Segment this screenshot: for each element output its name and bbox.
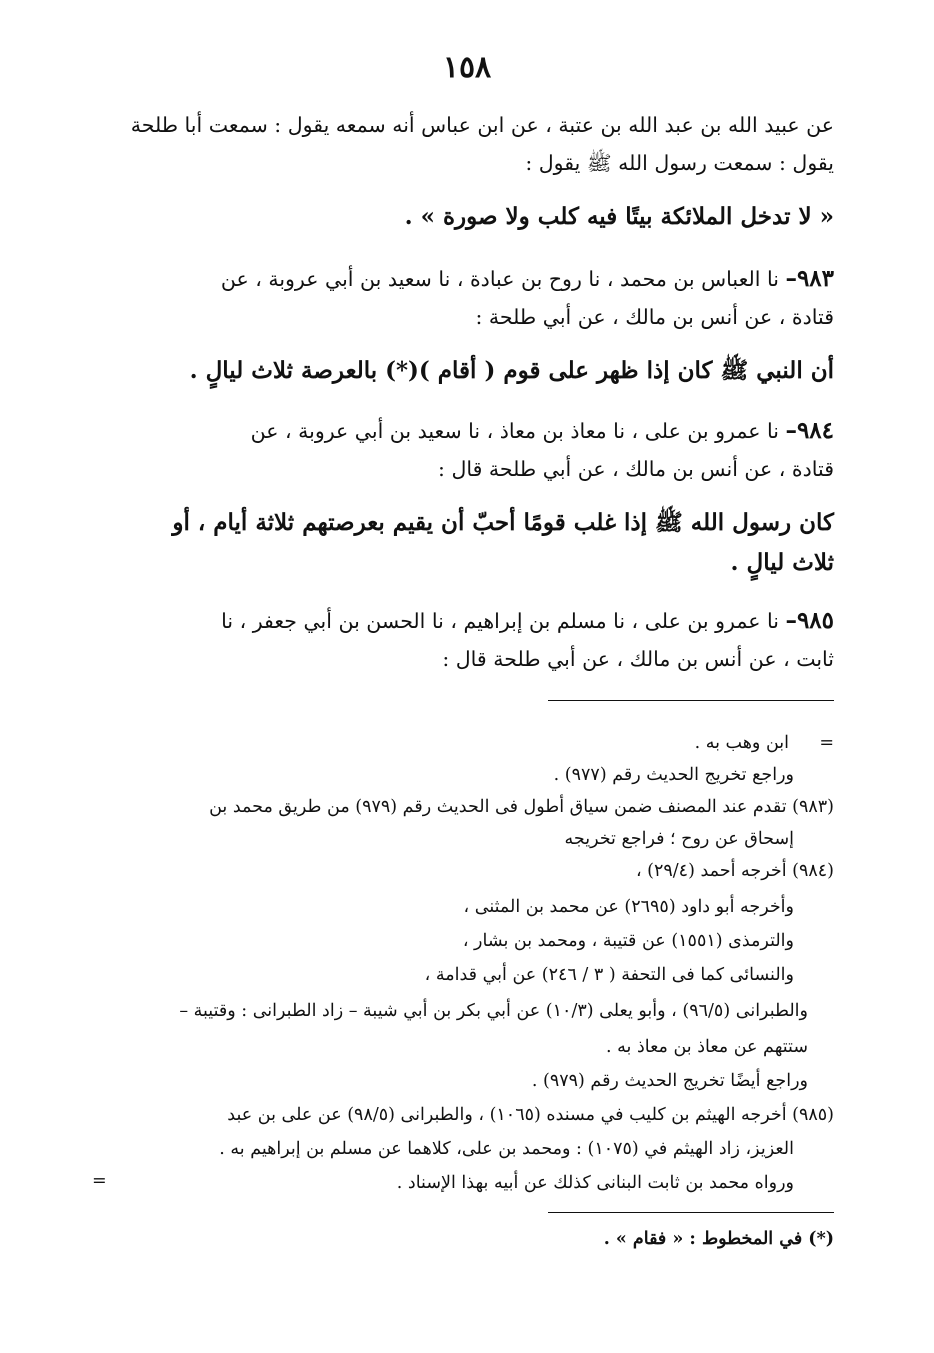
footnote-line: العزيز، زاد الهيثم في (١٠٧٥) : ومحمد بن على، كلاهما عن مسلم بن إبراهيم به . [219, 1139, 794, 1159]
hadith-text: « لا تدخل الملائكة بيتًا فيه كلب ولا صورة » . [404, 203, 834, 230]
footnote-line: (٩٨٣) تقدم عند المصنف ضمن سياق أطول فى الحديث رقم (٩٧٩) من طريق محمد بن [209, 797, 834, 817]
footnote-line: وأخرجه أبو داود (٢٦٩٥) عن محمد بن المثنى ، [463, 897, 794, 917]
isnad-line: عن عبيد الله بن عبد الله بن عتبة ، عن ابن عباس أنه سمعه يقول : سمعت أبا طلحة [130, 113, 834, 137]
manuscript-note-separator [548, 1212, 834, 1213]
hadith-983-chain: ٩٨٣– نا العباس بن محمد ، نا روح بن عبادة ، نا سعيد بن أبي عروبة ، عن [220, 265, 834, 292]
footnote-line: (٩٨٥) أخرجه الهيثم بن كليب في مسنده (١٠٦٥) ، والطبرانى (٩٨/٥) عن على بن عبد [227, 1105, 834, 1125]
hadith-text: أن النبي ﷺ كان إذا ظهر على قوم ( أقام )(*) بالعرصة ثلاث ليالٍ . [189, 357, 834, 384]
isnad-line: ثابت ، عن أنس بن مالك ، عن أبي طلحة قال : [442, 647, 834, 671]
hadith-984-chain: ٩٨٤– نا عمرو بن على ، نا معاذ بن معاذ ، نا سعيد بن أبي عروبة ، عن [250, 417, 834, 444]
footnote-line: ستتهم عن معاذ بن معاذ به . [606, 1037, 808, 1057]
footnote-line: إسحاق عن روح ؛ فراجع تخريجه [564, 829, 794, 849]
footnote-line: وراجع أيضًا تخريج الحديث رقم (٩٧٩) . [531, 1071, 808, 1091]
isnad-line: قتادة ، عن أنس بن مالك ، عن أبي طلحة : [475, 305, 834, 329]
hadith-985-chain: ٩٨٥– نا عمرو بن على ، نا مسلم بن إبراهيم ، نا الحسن بن أبي جعفر ، نا [221, 607, 834, 634]
page-number: ١٥٨ [442, 50, 492, 85]
isnad-line: يقول : سمعت رسول الله ﷺ يقول : [525, 151, 834, 175]
hadith-text: ثلاث ليالٍ . [730, 549, 834, 576]
footnote-line: (٩٨٤) أخرجه أحمد (٢٩/٤) ، [635, 861, 834, 881]
footnote-line: وراجع تخريج الحديث رقم (٩٧٧) . [553, 765, 794, 785]
isnad-line: نا عمرو بن على ، نا مسلم بن إبراهيم ، نا الحسن بن أبي جعفر ، نا [221, 609, 779, 633]
footnote-line: والطبرانى (٩٦/٥) ، وأبو يعلى (١٠/٣) عن أبي بكر بن أبي شيبة – زاد الطبرانى : وقتيبة – [179, 1001, 808, 1021]
hadith-number: ٩٨٤ [796, 417, 834, 444]
footnote-separator [548, 700, 834, 701]
footnote-line: والنسائى كما فى التحفة ( ٣ / ٢٤٦) عن أبي قدامة ، [424, 965, 794, 985]
footnote-line: ابن وهب به . [694, 733, 789, 753]
footnote-line: والترمذى (١٥٥١) عن قتيبة ، ومحمد بن بشار ، [462, 931, 794, 951]
footnote-end-marker: = [92, 1171, 107, 1191]
footnote-continuation-marker: = [819, 733, 834, 753]
isnad-line: قتادة ، عن أنس بن مالك ، عن أبي طلحة قال : [438, 457, 834, 481]
isnad-line: نا عمرو بن على ، نا معاذ بن معاذ ، نا سعيد بن أبي عروبة ، عن [250, 419, 779, 443]
footnote-line: ورواه محمد بن ثابت البنانى كذلك عن أبيه بهذا الإسناد . [396, 1173, 794, 1193]
hadith-text: كان رسول الله ﷺ إذا غلب قومًا أحبّ أن يقيم بعرصتهم ثلاثة أيام ، أو [172, 509, 834, 536]
hadith-number: ٩٨٣ [796, 265, 834, 292]
hadith-number: ٩٨٥ [796, 607, 834, 634]
manuscript-note: (*) في المخطوط : « فقام » . [603, 1229, 834, 1249]
isnad-line: نا العباس بن محمد ، نا روح بن عبادة ، نا سعيد بن أبي عروبة ، عن [220, 267, 779, 291]
